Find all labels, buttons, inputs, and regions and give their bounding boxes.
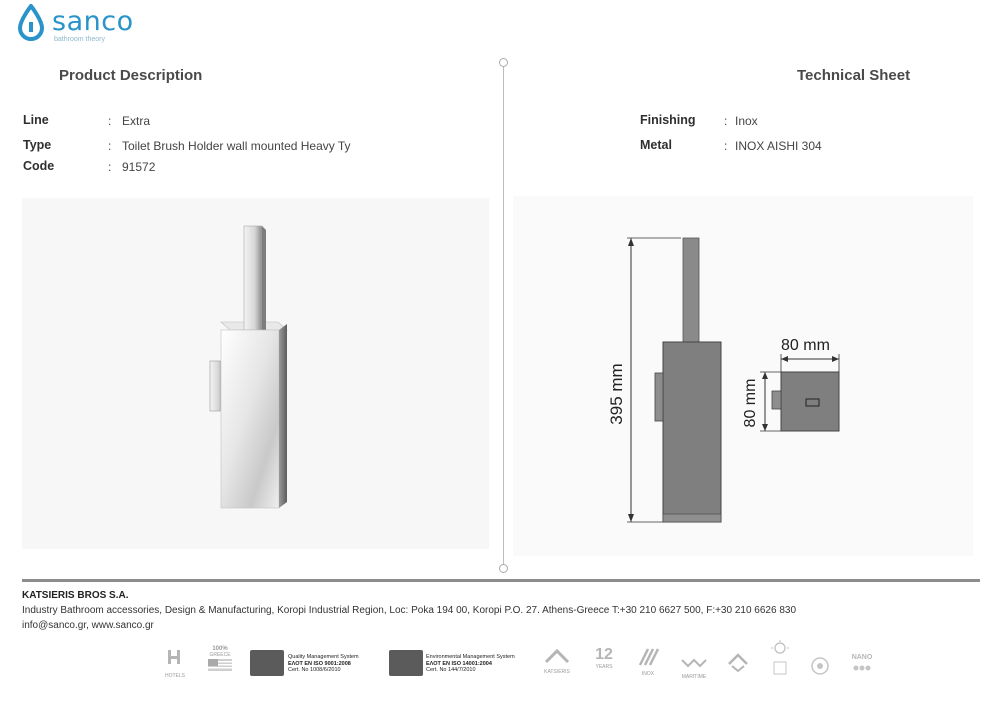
maritime-label: MARITIME [681, 674, 707, 680]
divider-top-dot [499, 58, 508, 67]
water-drop-icon [16, 4, 46, 42]
code-label: Code [23, 159, 55, 173]
greek-flag-icon [205, 658, 235, 672]
metal-colon: : [724, 139, 728, 153]
technical-sheet-title: Technical Sheet [797, 67, 911, 84]
cert-stars-icon [389, 650, 423, 676]
inox-badge [634, 648, 662, 678]
technical-drawing [513, 196, 973, 556]
drops-icon [848, 662, 876, 674]
center-divider [503, 62, 504, 568]
greece-label: GREECE [209, 652, 231, 658]
brand-tagline: bathroom theory [54, 36, 105, 43]
ems-title: Environmental Management System [426, 654, 515, 660]
years-label: YEARS [595, 664, 613, 670]
finishing-value: Inox [735, 114, 758, 128]
environmental-cert-badge [389, 650, 529, 678]
depth-dimension-label: 80 mm [742, 378, 759, 428]
line-colon: : [108, 114, 112, 128]
maritime-badge [678, 656, 710, 680]
company-contact: info@sanco.gr, www.sanco.gr [22, 620, 154, 631]
code-value: 91572 [122, 160, 156, 174]
hotels-label: HOTELS [164, 673, 185, 679]
company-address: Industry Bathroom accessories, Design & Manufacturing, Koropi Industrial Region, Loc: Poka 194 00, Koropi P.O. 27. Athens-Greece T:+30 210 6627 500, F:+30 210 6626 830 [22, 605, 797, 616]
inox-label: INOX [641, 671, 655, 677]
product-description-title: Product Description [59, 67, 203, 84]
home-badge [725, 652, 751, 676]
quality-cert-badge [250, 650, 390, 678]
brand-name: sanco [52, 6, 134, 37]
katsieris-badge [540, 648, 574, 678]
sun-badge [766, 640, 794, 680]
qms-standard: ΕΛΟΤ EN ISO 9001:2008 [288, 660, 351, 667]
greece-percent: 100% [212, 646, 228, 652]
company-name: KATSIERIS BROS S.A. [22, 590, 129, 601]
type-label: Type [23, 138, 52, 152]
qms-cert: Cert. No 1008/6/2010 [288, 667, 341, 673]
divider-bottom-dot [499, 564, 508, 573]
house-icon [725, 652, 751, 674]
katsieris-label: KATSIERIS [544, 669, 570, 675]
line-label: Line [23, 113, 49, 127]
sun-icon [766, 640, 794, 676]
years-badge [590, 646, 618, 678]
finishing-label: Finishing [640, 113, 696, 127]
wave-icon [678, 657, 710, 669]
finishing-colon: : [724, 114, 728, 128]
product-photo [22, 198, 489, 549]
eco-badge [808, 654, 832, 678]
metal-value: INOX AISHI 304 [735, 139, 822, 153]
nano-label: NANO [851, 654, 873, 661]
hotel-icon [160, 648, 190, 668]
metal-label: Metal [640, 138, 672, 152]
ems-standard: ΕΛΟΤ EN ISO 14001:2004 [426, 660, 492, 667]
years-number: 12 [595, 646, 613, 663]
ems-cert: Cert. No 144/7/2010 [426, 667, 476, 673]
greece-badge [205, 646, 235, 678]
toilet-brush-holder-image [22, 198, 489, 549]
code-colon: : [108, 160, 112, 174]
height-dimension-label: 395 mm [607, 363, 626, 425]
nano-badge [848, 654, 876, 678]
line-value: Extra [122, 114, 151, 128]
hotels-badge [160, 648, 190, 678]
type-colon: : [108, 139, 112, 153]
qms-title: Quality Management System [288, 654, 359, 660]
roof-icon [540, 648, 574, 664]
cert-stars-icon [250, 650, 284, 676]
leaf-circle-icon [808, 654, 832, 678]
stripes-icon [634, 648, 662, 666]
width-dimension-label: 80 mm [781, 337, 830, 354]
footer-rule [22, 579, 980, 582]
type-value: Toilet Brush Holder wall mounted Heavy Ty [122, 139, 351, 153]
